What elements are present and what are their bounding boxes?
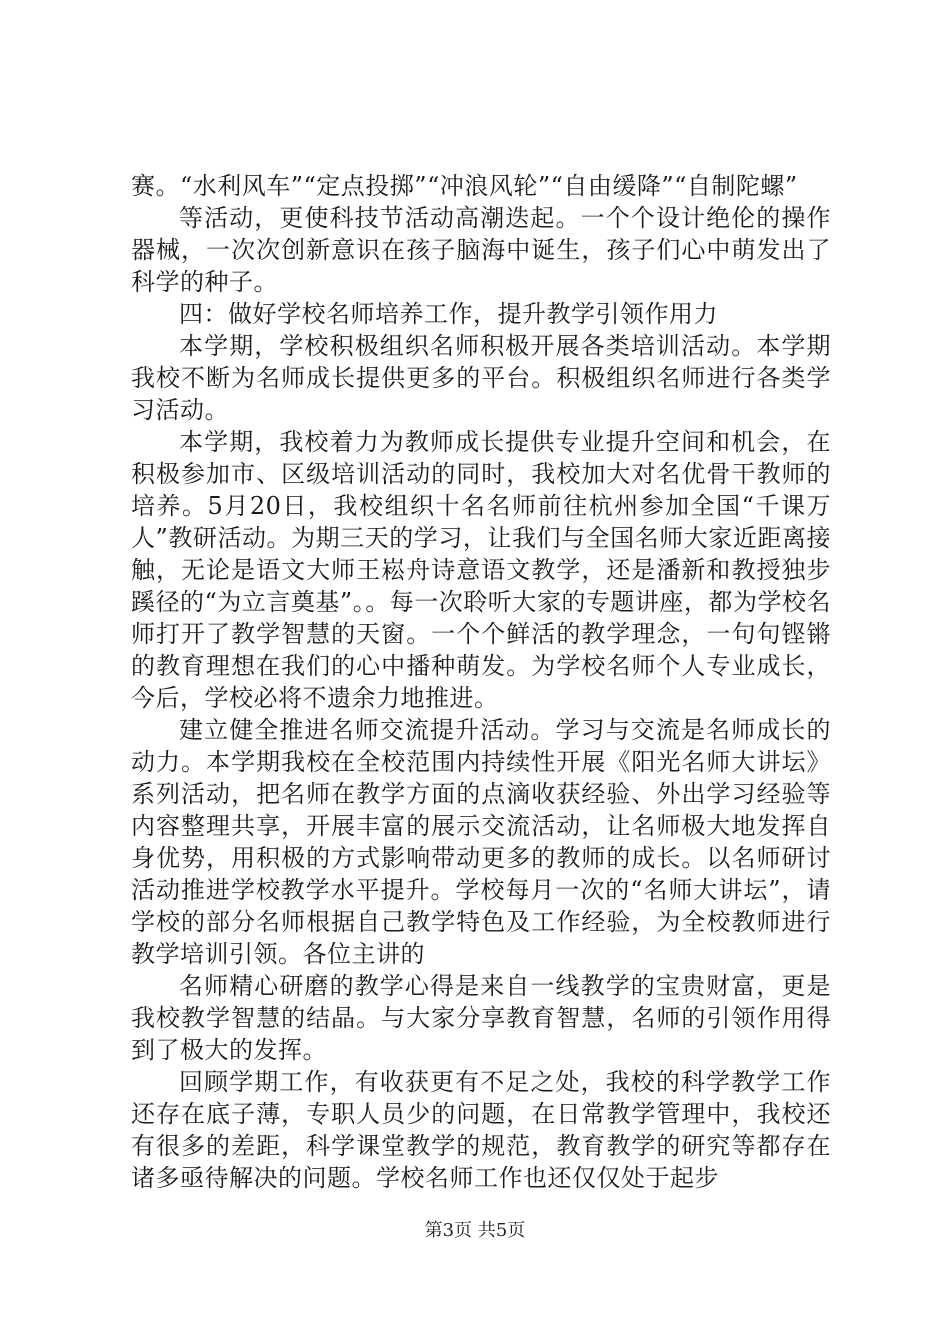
section-heading: 四：做好学校名师培养工作，提升教学引领作用力 xyxy=(179,300,718,328)
paragraph-4: 本学期，我校着力为教师成长提供专业提升空间和机会，在积极参加市、区级培训活动的同时，我校加大对名优骨干教师的培养。5月20日，我校组织十名名师前往杭州参加全国“千课万人”教研活动。为期三天的学习，让我们与全国名师大家近距离接触，无论是语文大师王崧舟诗意语文教学，还是潘新和教授独步蹊径的“为立言奠基”。。每一次聆听大家的专题讲座，都为学校名师打开了教学智慧的天窗。一个个鲜活的教学理念，一句句铿锵的教育理想在我们的心中播种萌发。为学校名师个人专业成长，今后，学校必将不遗余力地推进。 xyxy=(131,428,831,712)
paragraph-2: 等活动，更使科技节活动高潮迭起。一个个设计绝伦的操作器械，一次次创新意识在孩子脑海中诞生，孩子们心中萌发出了科学的种子。 xyxy=(131,204,831,296)
page-footer: 第3页 共5页 xyxy=(424,1220,526,1241)
paragraph-5: 建立健全推进名师交流提升活动。学习与交流是名师成长的动力。本学期我校在全校范围内持续性开展《阳光名师大讲坛》系列活动，把名师在教学方面的点滴收获经验、外出学习经验等内容整理共享，开展丰富的展示交流活动，让名师极大地发挥自身优势，用积极的方式影响带动更多的教师的成长。以名师研讨活动推进学校教学水平提升。学校每月一次的“名师大讲坛”，请学校的部分名师根据自己教学特色及工作经验，为全校教师进行教学培训引领。各位主讲的 xyxy=(131,716,831,968)
paragraph-3: 本学期，学校积极组织名师积极开展各类培训活动。本学期我校不断为名师成长提供更多的平台。积极组织名师进行各类学习活动。 xyxy=(131,332,831,424)
paragraph-6: 名师精心研磨的教学心得是来自一线教学的宝贵财富，更是我校教学智慧的结晶。与大家分享教育智慧，名师的引领作用得到了极大的发挥。 xyxy=(131,972,831,1064)
paragraph-1: 赛。“水利风车”“定点投掷”“冲浪风轮”“自由缓降”“自制陀螺” xyxy=(131,172,798,200)
document-body xyxy=(131,170,831,1194)
paragraph-7: 回顾学期工作，有收获更有不足之处，我校的科学教学工作还存在底子薄，专职人员少的问题，在日常教学管理中，我校还有很多的差距，科学课堂教学的规范，教育教学的研究等都存在诸多亟待解决的问题。学校名师工作也还仅仅处于起步 xyxy=(131,1068,831,1192)
